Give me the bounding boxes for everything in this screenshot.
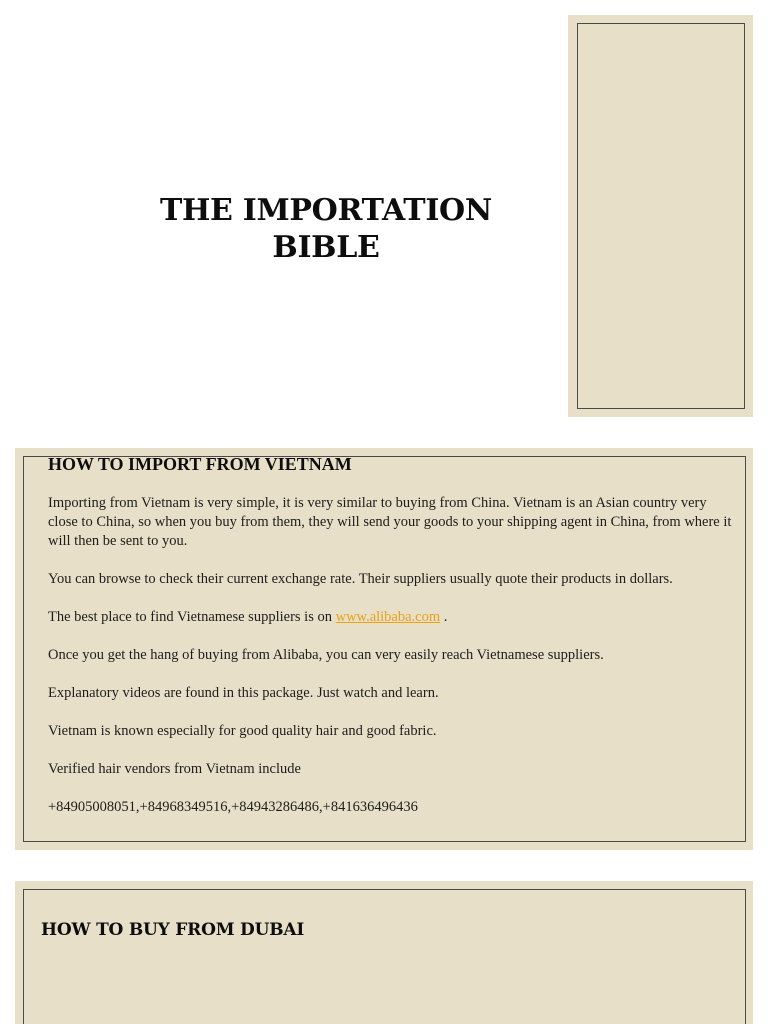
alibaba-link[interactable]: www.alibaba.com — [335, 609, 441, 625]
title-line-1: THE IMPORTATION — [159, 193, 493, 228]
vietnam-paragraph-quality: Vietnam is known especially for good quality hair and good fabric. — [48, 723, 437, 739]
vietnam-section-content — [48, 454, 738, 817]
suppliers-text: The best place to find Vietnamese suppliers is on — [48, 609, 336, 625]
suppliers-text-end: . — [440, 609, 448, 625]
side-decorative-panel — [568, 15, 753, 417]
vietnam-paragraph-alibaba: Once you get the hang of buying from Alibaba, you can very easily reach Vietnamese suppliers. — [48, 647, 604, 663]
side-panel-frame — [577, 23, 745, 409]
vietnam-paragraph-suppliers — [48, 608, 738, 627]
vietnam-heading: HOW TO IMPORT FROM VIETNAM — [48, 454, 352, 474]
vietnam-section — [15, 448, 753, 850]
vendor-phone-numbers: +84905008051,+84968349516,+84943286486,+841636496436 — [48, 799, 418, 815]
vietnam-paragraph-exchange: You can browse to check their current exchange rate. Their suppliers usually quote their products in dollars. — [48, 571, 673, 587]
dubai-section-frame — [23, 889, 746, 1024]
dubai-section — [15, 881, 753, 1024]
dubai-heading: HOW TO BUY FROM DUBAI — [41, 920, 305, 940]
vietnam-paragraph-intro: Importing from Vietnam is very simple, it is very similar to buying from China. Vietnam is an Asian country very close to China, so when you buy from them, they will send your goods to your shipping agent in China, from where it will then be sent to you. — [48, 495, 732, 549]
title-line-2: BIBLE — [272, 230, 380, 265]
vietnam-paragraph-vendors: Verified hair vendors from Vietnam include — [48, 761, 301, 777]
document-title — [110, 192, 542, 266]
vietnam-paragraph-videos: Explanatory videos are found in this package. Just watch and learn. — [48, 685, 439, 701]
